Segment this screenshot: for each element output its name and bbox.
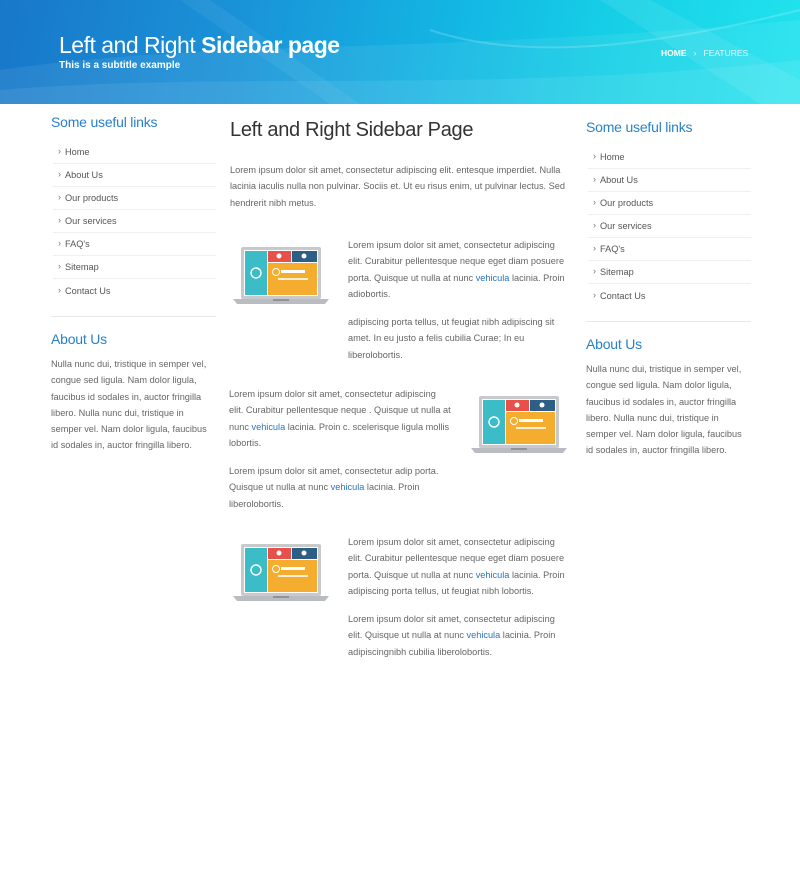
block-3-paragraph-2: Lorem ipsum dolor sit amet, consectetur adipiscing elit. Quisque ut nulla at nunc vehicula lacinia. Proin adipiscingnibh cubilia liberolobortis. bbox=[348, 614, 556, 657]
right-link-sitemap[interactable] bbox=[588, 261, 751, 284]
link-label: Our products bbox=[600, 198, 654, 208]
link-label: Sitemap bbox=[600, 267, 634, 277]
left-link-about-us[interactable] bbox=[53, 164, 216, 187]
left-links-heading: Some useful links bbox=[51, 114, 158, 130]
vehicula-link[interactable]: vehicula bbox=[466, 630, 501, 641]
chevron-right-icon: › bbox=[58, 215, 61, 225]
laptop-image bbox=[233, 246, 329, 304]
chevron-right-icon: › bbox=[58, 169, 61, 179]
left-link-our-products[interactable] bbox=[53, 187, 216, 210]
link-label: Contact Us bbox=[600, 290, 646, 301]
main-content bbox=[230, 119, 570, 211]
intro-paragraph: Lorem ipsum dolor sit amet, consectetur adipiscing elit. entesque imperdiet. Nulla lacinia iaculis nulla non pulvinar. Sociis et. Ut eu risus enim, ut pulvinar lectus. Sed hendrerit nibh metus. bbox=[230, 165, 566, 208]
chevron-right-icon: › bbox=[58, 192, 61, 202]
chevron-right-icon: › bbox=[58, 261, 61, 271]
link-label: Home bbox=[65, 147, 90, 157]
link-label: FAQ's bbox=[65, 239, 90, 249]
link-label: About Us bbox=[65, 170, 103, 180]
chevron-right-icon: › bbox=[58, 284, 61, 295]
link-label: Our services bbox=[65, 216, 117, 226]
vehicula-link[interactable]: vehicula bbox=[330, 482, 365, 493]
right-about-text: Nulla nunc dui, tristique in semper vel, congue sed ligula. Nam dolor ligula, faucibus id sodales in, auctor fringilla libero. Nulla nunc dui, tristique in semper vel. Nam dolor ligula, faucibus id sodales in, auctor fringilla libero. bbox=[586, 364, 742, 456]
vehicula-link[interactable]: vehicula bbox=[475, 272, 510, 283]
right-link-contact-us[interactable] bbox=[588, 284, 751, 307]
link-label: Sitemap bbox=[65, 262, 99, 272]
chevron-right-icon: › bbox=[593, 174, 596, 184]
content-block-3 bbox=[348, 534, 570, 660]
breadcrumb bbox=[661, 48, 748, 58]
left-about-text: Nulla nunc dui, tristique in semper vel, congue sed ligula. Nam dolor ligula, faucibus id sodales in, auctor fringilla libero. Nulla nunc dui, tristique in semper vel. Nam dolor ligula, faucibus id sodales in, auctor fringilla libero. bbox=[51, 359, 207, 451]
left-link-home[interactable] bbox=[53, 141, 216, 164]
laptop-illustration bbox=[471, 395, 567, 456]
block-1-paragraph-1: Lorem ipsum dolor sit amet, consectetur adipiscing elit. Curabitur pellentesque neque eget diam posuere porta. Quisque ut nulla at nunc vehicula lacinia. Proin adiobortis. bbox=[348, 240, 565, 299]
divider bbox=[51, 316, 216, 317]
right-link-about-us[interactable] bbox=[588, 169, 751, 192]
chevron-right-icon: › bbox=[58, 146, 61, 156]
left-sidebar bbox=[51, 114, 216, 454]
chevron-right-icon: › bbox=[593, 220, 596, 230]
chevron-right-icon: › bbox=[593, 266, 596, 276]
right-link-our-services[interactable] bbox=[588, 215, 751, 238]
main-heading: Left and Right Sidebar Page bbox=[230, 119, 474, 141]
laptop-illustration bbox=[233, 246, 329, 307]
block-3-paragraph-1: Lorem ipsum dolor sit amet, consectetur adipiscing elit. Curabitur pellentesque neque eget diam posuere porta. Quisque ut nulla at nunc vehicula lacinia. Proin adipiscing porta tellus, ut feugiat nibh lobortis. bbox=[348, 537, 565, 596]
laptop-image bbox=[233, 543, 329, 601]
page-subtitle: This is a subtitle example bbox=[59, 60, 181, 71]
right-about-heading: About Us bbox=[586, 336, 642, 352]
breadcrumb-current: FEATURES bbox=[703, 48, 749, 58]
chevron-right-icon: › bbox=[593, 243, 596, 253]
page-header bbox=[0, 0, 800, 104]
chevron-right-icon: › bbox=[593, 151, 596, 161]
right-link-faqs[interactable] bbox=[588, 238, 751, 261]
content-block-1 bbox=[348, 237, 570, 363]
link-label: FAQ's bbox=[600, 244, 625, 254]
page-title: Left and Right Sidebar page bbox=[59, 32, 340, 58]
left-links-list bbox=[53, 141, 216, 302]
right-links-list bbox=[588, 146, 751, 307]
divider bbox=[586, 321, 751, 322]
breadcrumb-home-link[interactable]: HOME bbox=[661, 48, 687, 58]
link-label: Our services bbox=[600, 221, 652, 231]
left-link-our-services[interactable] bbox=[53, 210, 216, 233]
link-label: Our products bbox=[65, 193, 119, 203]
left-about-heading: About Us bbox=[51, 331, 107, 347]
block-2-paragraph-1: Lorem ipsum dolor sit amet, consectetur adipiscing elit. Curabitur pellentesque neque . Quisque ut nulla at nunc vehicula lacinia. Proin c. scelerisque ligula mollis lobortis. bbox=[229, 389, 451, 448]
right-link-our-products[interactable] bbox=[588, 192, 751, 215]
right-sidebar bbox=[586, 119, 751, 459]
left-link-faqs[interactable] bbox=[53, 233, 216, 256]
block-2-paragraph-2: Lorem ipsum dolor sit amet, consectetur adip porta. Quisque ut nulla at nunc vehicula lacinia. Proin liberolobortis. bbox=[229, 466, 439, 509]
vehicula-link[interactable]: vehicula bbox=[251, 421, 286, 432]
laptop-image bbox=[471, 395, 567, 453]
link-label: About Us bbox=[600, 175, 638, 185]
chevron-right-icon: › bbox=[693, 48, 697, 58]
block-1-paragraph-2: adipiscing porta tellus, ut feugiat nibh adipiscing sit amet. In eu justo a felis cubilia Curae; In eu liberolobortis. bbox=[348, 317, 555, 360]
link-label: Contact Us bbox=[65, 285, 111, 296]
content-block-2 bbox=[229, 386, 451, 512]
left-link-contact-us[interactable] bbox=[53, 279, 216, 302]
link-label: Home bbox=[600, 152, 625, 162]
chevron-right-icon: › bbox=[593, 197, 596, 207]
chevron-right-icon: › bbox=[58, 238, 61, 248]
laptop-illustration bbox=[233, 543, 329, 604]
left-link-sitemap[interactable] bbox=[53, 256, 216, 279]
chevron-right-icon: › bbox=[593, 289, 596, 300]
right-link-home[interactable] bbox=[588, 146, 751, 169]
vehicula-link[interactable]: vehicula bbox=[475, 569, 510, 580]
right-links-heading: Some useful links bbox=[586, 119, 693, 135]
